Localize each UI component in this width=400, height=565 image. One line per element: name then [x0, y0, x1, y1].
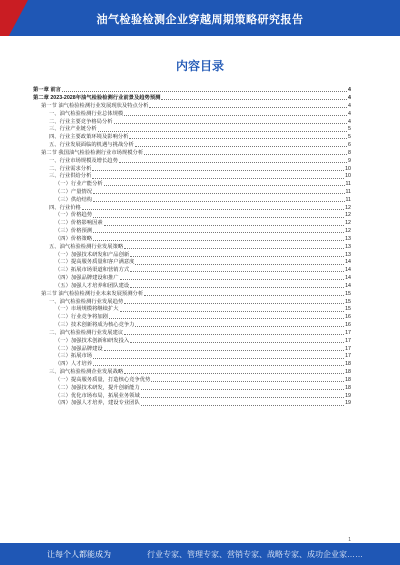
toc-entry-label: （一）加强技术研发和产品创新: [55, 251, 130, 258]
header-banner: [0, 0, 400, 36]
toc-entry[interactable]: [33, 196, 351, 204]
toc-entry[interactable]: [33, 391, 351, 399]
toc-entry-label: 五、油气检验检测行业发展策略: [49, 243, 124, 250]
toc-entry-label: 三、油气检验检测企业发展战略: [49, 369, 124, 376]
toc-entry-label: 四、行业主要政策环境及影响分析: [49, 134, 129, 141]
toc-entry-label: 二、行业主要竞争格局分析: [49, 118, 113, 125]
toc-entry-label: 第一章 前言: [33, 87, 61, 94]
toc-entry-label: （一）价格趋势: [55, 212, 93, 219]
toc-entry[interactable]: [33, 290, 351, 298]
toc-entry-label: 第三节 油气检验检测行业未来发展预测分析: [41, 290, 144, 297]
toc-entry-label: 二、油气检验检测行业发展建议: [49, 329, 124, 336]
toc-entry-page: 11: [345, 189, 351, 195]
toc-entry[interactable]: [33, 297, 351, 305]
toc-entry-page: 4: [348, 102, 351, 109]
toc-entry-label: 第二章 2023-2028年油气检验检测行业前景及趋势预测: [33, 95, 161, 102]
toc-leader-dots: [109, 318, 344, 319]
toc-entry-label: （二）行业竞争将加剧: [55, 314, 108, 321]
toc-entry-page: 4: [348, 95, 351, 102]
toc-entry[interactable]: [33, 243, 351, 251]
toc-entry-page: 18: [345, 361, 351, 368]
toc-entry-page: 4: [348, 87, 351, 94]
toc-entry[interactable]: [33, 352, 351, 360]
toc-leader-dots: [161, 99, 347, 100]
toc-entry[interactable]: [33, 274, 351, 282]
toc-entry[interactable]: [33, 258, 351, 266]
toc-entry[interactable]: [33, 329, 351, 337]
toc-leader-dots: [141, 405, 344, 406]
toc-entry[interactable]: [33, 399, 351, 407]
toc-entry[interactable]: [33, 86, 351, 94]
toc-entry[interactable]: [33, 360, 351, 368]
toc-entry[interactable]: [33, 337, 351, 345]
toc-entry-page: 12: [345, 212, 351, 219]
toc-entry[interactable]: [33, 266, 351, 274]
toc-entry[interactable]: [33, 94, 351, 102]
toc-entry-page: 10: [345, 173, 351, 180]
toc-entry-label: 一、油气检验检测行业总体规模: [49, 110, 124, 117]
toc-entry-label: （二）加强品牌建设: [55, 345, 103, 352]
toc-leader-dots: [92, 178, 344, 179]
toc-entry-label: （三）拓展市场渠道和营销方式: [55, 267, 130, 274]
toc-leader-dots: [62, 91, 347, 92]
toc-entry-label: 一、油气检验检测行业发展趋势: [49, 298, 124, 305]
toc-entry-label: （四）加强品牌建设和推广: [55, 275, 119, 282]
toc-entry[interactable]: [33, 164, 351, 172]
toc-entry-label: （一）行业产能分析: [55, 181, 103, 188]
toc-entry[interactable]: [33, 250, 351, 258]
toc-leader-dots: [124, 373, 344, 374]
toc-leader-dots: [151, 381, 344, 382]
toc-leader-dots: [130, 342, 344, 343]
toc-leader-dots: [130, 256, 344, 257]
toc-leader-dots: [135, 146, 347, 147]
toc-entry-page: 15: [345, 306, 351, 313]
toc-entry-label: 三、行业产业链分析: [49, 126, 97, 133]
toc-leader-dots: [104, 225, 344, 226]
toc-entry-label: （四）价格策略: [55, 235, 93, 242]
toc-entry[interactable]: [33, 282, 351, 290]
toc-leader-dots: [130, 287, 344, 288]
toc-entry-page: 19: [345, 392, 351, 399]
toc-entry-page: 11: [345, 196, 351, 203]
toc-entry-label: 三、行业供给分析: [49, 173, 92, 180]
toc-leader-dots: [149, 107, 347, 108]
toc-entry-page: 10: [345, 165, 351, 172]
toc-entry[interactable]: [33, 102, 351, 110]
toc-entry-label: （二）加强技术研发，提升创新能力: [55, 384, 140, 391]
toc-entry[interactable]: [33, 188, 351, 196]
toc-entry[interactable]: [33, 383, 351, 391]
toc-leader-dots: [120, 279, 345, 280]
toc-leader-dots: [93, 358, 344, 359]
toc-entry[interactable]: [33, 368, 351, 376]
toc-entry-label: （三）供给结构: [55, 196, 93, 203]
toc-entry-page: 5: [348, 134, 351, 141]
toc-entry-label: （三）价格预测: [55, 228, 93, 235]
report-title: 油气检验检测企业穿越周期策略研究报告: [96, 14, 304, 26]
toc-entry-label: （一）加强技术创新和研发投入: [55, 337, 130, 344]
footer-slogan: 让每个人都能成为: [47, 550, 111, 559]
toc-entry-page: 16: [345, 314, 351, 321]
toc-heading: 内容目录: [175, 59, 224, 73]
toc-entry-page: 12: [345, 228, 351, 235]
toc-leader-dots: [135, 326, 344, 327]
toc-entry-label: 第一节 油气检验检测行业发展现状及特点分析: [41, 102, 149, 109]
toc-entry[interactable]: [33, 172, 351, 180]
toc-leader-dots: [141, 397, 344, 398]
toc-entry-page: 16: [345, 322, 351, 329]
toc-entry[interactable]: [33, 133, 351, 141]
toc-entry-label: （四）加强人才培养，建设专业团队: [55, 400, 140, 407]
toc-leader-dots: [124, 248, 344, 249]
toc-leader-dots: [93, 217, 344, 218]
toc-entry-label: （四）人才培养: [55, 361, 93, 368]
toc-entry[interactable]: [33, 227, 351, 235]
toc-entry-page: 6: [348, 142, 351, 149]
toc-entry[interactable]: [33, 149, 351, 157]
toc-entry[interactable]: [33, 321, 351, 329]
toc-leader-dots: [82, 209, 344, 210]
toc-entry[interactable]: [33, 313, 351, 321]
toc-entry-page: 15: [345, 290, 351, 297]
toc-entry-page: 14: [345, 267, 351, 274]
toc-entry[interactable]: [33, 203, 351, 211]
table-of-contents: [33, 86, 351, 407]
toc-entry-label: （一）市场规模将继续扩大: [55, 306, 119, 313]
toc-entry-page: 14: [345, 282, 351, 289]
toc-leader-dots: [141, 389, 344, 390]
toc-entry-label: （五）加强人才培养和团队建设: [55, 282, 130, 289]
toc-entry-page: 13: [345, 235, 351, 242]
toc-leader-dots: [92, 170, 344, 171]
toc-leader-dots: [144, 154, 347, 155]
toc-entry-page: 17: [345, 329, 351, 336]
toc-entry-label: （三）拓展市场: [55, 353, 93, 360]
toc-entry-label: 四、行业价格: [49, 204, 81, 211]
toc-leader-dots: [104, 350, 344, 351]
toc-entry-label: （二）提高服务质量和客户满意度: [55, 259, 135, 266]
toc-entry-page: 12: [345, 204, 351, 211]
toc-leader-dots: [114, 123, 347, 124]
toc-entry-label: （二）价格影响因素: [55, 220, 103, 227]
toc-leader-dots: [104, 185, 345, 186]
toc-entry-page: 14: [345, 275, 351, 282]
toc-entry-label: （三）优化市场布局，拓展业务领域: [55, 392, 140, 399]
footer-roles: 行业专家、管理专家、营销专家、战略专家、成功企业家……: [147, 550, 363, 559]
toc-entry[interactable]: [33, 156, 351, 164]
toc-entry-page: 9: [348, 157, 351, 164]
toc-entry[interactable]: [33, 305, 351, 313]
toc-entry[interactable]: [33, 211, 351, 219]
toc-entry-page: 11: [345, 181, 351, 188]
toc-entry[interactable]: [33, 235, 351, 243]
page-number: 1: [348, 537, 351, 543]
toc-leader-dots: [93, 201, 344, 202]
toc-leader-dots: [129, 138, 347, 139]
toc-entry-label: 二、行业需求分析: [49, 165, 92, 172]
toc-entry[interactable]: [33, 180, 351, 188]
toc-entry-page: 15: [345, 298, 351, 305]
toc-entry-label: （一）提高服务质量，打造核心竞争优势: [55, 376, 151, 383]
toc-leader-dots: [120, 311, 345, 312]
toc-entry-page: 18: [345, 384, 351, 391]
toc-leader-dots: [130, 271, 344, 272]
toc-entry[interactable]: [33, 219, 351, 227]
toc-entry-page: 14: [345, 259, 351, 266]
toc-entry[interactable]: [33, 125, 351, 133]
toc-entry[interactable]: [33, 141, 351, 149]
toc-leader-dots: [124, 303, 344, 304]
toc-leader-dots: [135, 264, 344, 265]
toc-leader-dots: [119, 162, 347, 163]
toc-entry[interactable]: [33, 376, 351, 384]
toc-leader-dots: [93, 232, 344, 233]
toc-entry-page: 13: [345, 243, 351, 250]
toc-leader-dots: [124, 334, 344, 335]
toc-entry-page: 18: [345, 369, 351, 376]
toc-entry-label: 五、行业发展面临的机遇与挑战分析: [49, 142, 134, 149]
toc-leader-dots: [124, 115, 347, 116]
toc-leader-dots: [93, 193, 344, 194]
toc-leader-dots: [98, 131, 347, 132]
toc-entry[interactable]: [33, 109, 351, 117]
toc-entry-page: 17: [345, 337, 351, 344]
toc-entry-page: 17: [345, 345, 351, 352]
toc-entry-page: 13: [345, 251, 351, 258]
toc-entry-label: 第二节 我国油气检验检测行业市场规模分析: [41, 149, 144, 156]
toc-entry-page: 18: [345, 376, 351, 383]
toc-entry[interactable]: [33, 117, 351, 125]
footer-banner: [0, 543, 400, 565]
toc-entry[interactable]: [33, 344, 351, 352]
toc-entry-page: 17: [345, 353, 351, 360]
toc-entry-page: 4: [348, 110, 351, 117]
toc-entry-page: 19: [345, 400, 351, 407]
toc-leader-dots: [93, 240, 344, 241]
toc-entry-page: 4: [348, 118, 351, 125]
toc-entry-label: （三）技术创新将成为核心竞争力: [55, 322, 135, 329]
toc-entry-page: 12: [345, 220, 351, 227]
toc-entry-page: 5: [348, 126, 351, 133]
toc-entry-page: 8: [348, 149, 351, 156]
toc-entry-label: 一、行业市场规模及增长趋势: [49, 157, 118, 164]
toc-leader-dots: [93, 365, 344, 366]
toc-leader-dots: [144, 295, 344, 296]
toc-entry-label: （二）产量情况: [55, 189, 93, 195]
